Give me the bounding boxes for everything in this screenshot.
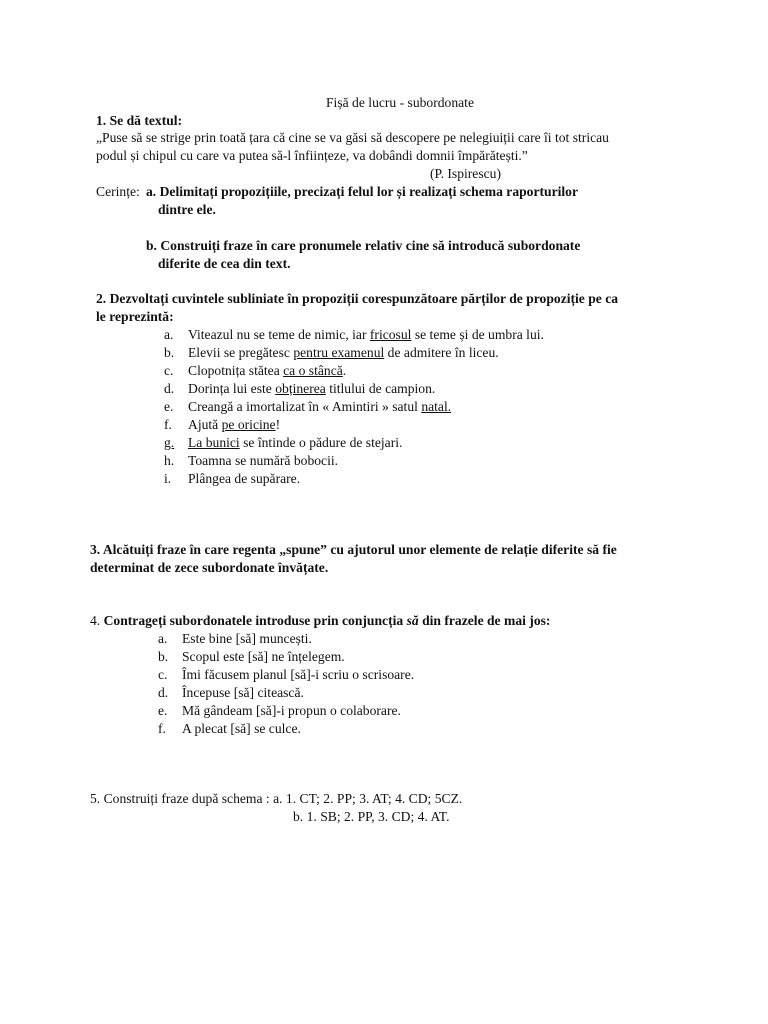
ex4-heading-emphasis: să (406, 613, 419, 628)
item-letter: e. (158, 703, 168, 718)
list-item (164, 326, 544, 344)
underlined-word: La bunici (188, 435, 240, 450)
list-item (164, 398, 451, 416)
ex4-number: 4. (90, 613, 104, 628)
item-text: Plângea de supărare. (188, 471, 301, 486)
item-text: Elevii se pregătesc (188, 345, 294, 360)
list-item (158, 648, 345, 666)
item-text: Clopotnița stătea (188, 363, 284, 378)
list-item (158, 666, 414, 684)
ex3-line2: determinat de zece subordonate învățate. (90, 560, 329, 575)
underlined-word: fricosul (369, 327, 412, 342)
item-text: Începuse [să] citească. (182, 685, 304, 700)
ex1-cerinte-label: Cerințe: (96, 184, 140, 199)
item-text-end: . (342, 363, 347, 378)
item-letter: b. (158, 649, 169, 664)
item-text: Viteazul nu se teme de nimic, iar (188, 327, 370, 342)
item-text-end: se întinde o pădure de stejari. (239, 435, 403, 450)
item-text: Ajută (188, 417, 222, 432)
list-item (164, 416, 280, 434)
list-item (158, 702, 401, 720)
item-text: Este bine [să] muncești. (182, 631, 312, 646)
item-text-end: se teme și de umbra lui. (411, 327, 544, 342)
item-letter: f. (164, 417, 172, 432)
ex1-req-a-line2: dintre ele. (158, 202, 216, 217)
item-letter: d. (164, 381, 175, 396)
list-item (158, 684, 304, 702)
item-text-end: ! (275, 417, 281, 432)
ex1-req-a-line1: a. Delimitați propozițiile, precizați felul lor și realizați schema raporturilor (146, 184, 579, 199)
item-text: Dorința lui este (188, 381, 276, 396)
ex1-quote-line1: „Puse să se strige prin toată țara că cine se va găsi să descopere pe nelegiuiții care îi tot stricau (96, 130, 609, 145)
page-title: Fișă de lucru - subordonate (326, 95, 474, 110)
ex2-heading-line1: 2. Dezvoltați cuvintele subliniate în propoziții corespunzătoare părților de propoziție pe ca (96, 291, 619, 306)
item-text: Creangă a imortalizat în « Amintiri » satul (188, 399, 422, 414)
item-letter: c. (158, 667, 168, 682)
item-text: Toamna se numără bobocii. (188, 453, 339, 468)
item-text-end: titlului de campion. (325, 381, 436, 396)
underlined-word: pe oricine (221, 417, 276, 432)
item-letter: i. (164, 471, 172, 486)
item-letter: a. (164, 327, 174, 342)
ex2-heading-line2: le reprezintă: (96, 309, 174, 324)
underlined-word: pentru examenul (293, 345, 385, 360)
underlined-word: ca o stâncă (283, 363, 343, 378)
list-item (158, 630, 312, 648)
ex1-heading: 1. Se dă textul: (96, 113, 183, 128)
list-item (164, 452, 338, 470)
list-item (164, 434, 402, 452)
item-text: Mă gândeam [să]-i propun o colaborare. (182, 703, 401, 718)
list-item (158, 720, 301, 738)
item-letter: f. (158, 721, 166, 736)
ex4-heading-end: din frazele de mai jos: (418, 613, 551, 628)
item-text: Scopul este [să] ne înțelegem. (182, 649, 345, 664)
item-text-end: de admitere în liceu. (384, 345, 499, 360)
item-text: A plecat [să] se culce. (182, 721, 301, 736)
item-letter: g. (164, 435, 175, 450)
ex5-line1: 5. Construiți fraze după schema : a. 1. CT; 2. PP; 3. AT; 4. CD; 5CZ. (90, 791, 463, 806)
item-letter: h. (164, 453, 175, 468)
ex4-heading-text: Contrageți subordonatele introduse prin conjuncția (103, 613, 407, 628)
item-text: Îmi făcusem planul [să]-i scriu o scrisoare. (182, 667, 415, 682)
ex1-req-b-line2: diferite de cea din text. (158, 256, 291, 271)
underlined-word: natal. (421, 399, 452, 414)
ex4-heading (90, 612, 550, 630)
ex1-req-b-line1: b. Construiți fraze în care pronumele relativ cine să introducă subordonate (146, 238, 581, 253)
item-letter: a. (158, 631, 168, 646)
ex1-quote-line2: podul și chipul cu care va putea să-l înființeze, va dobândi domnii împărătești.” (96, 148, 528, 163)
ex3-line1: 3. Alcătuiți fraze în care regenta „spune” cu ajutorul unor elemente de relație diferite să fie (90, 542, 617, 557)
ex1-source: (P. Ispirescu) (430, 166, 501, 181)
item-letter: c. (164, 363, 174, 378)
list-item (164, 470, 300, 488)
list-item (164, 344, 499, 362)
underlined-word: obținerea (275, 381, 326, 396)
item-letter: b. (164, 345, 175, 360)
item-letter: d. (158, 685, 169, 700)
ex5-line2: b. 1. SB; 2. PP, 3. CD; 4. AT. (293, 809, 450, 824)
list-item (164, 380, 435, 398)
item-letter: e. (164, 399, 174, 414)
list-item (164, 362, 346, 380)
